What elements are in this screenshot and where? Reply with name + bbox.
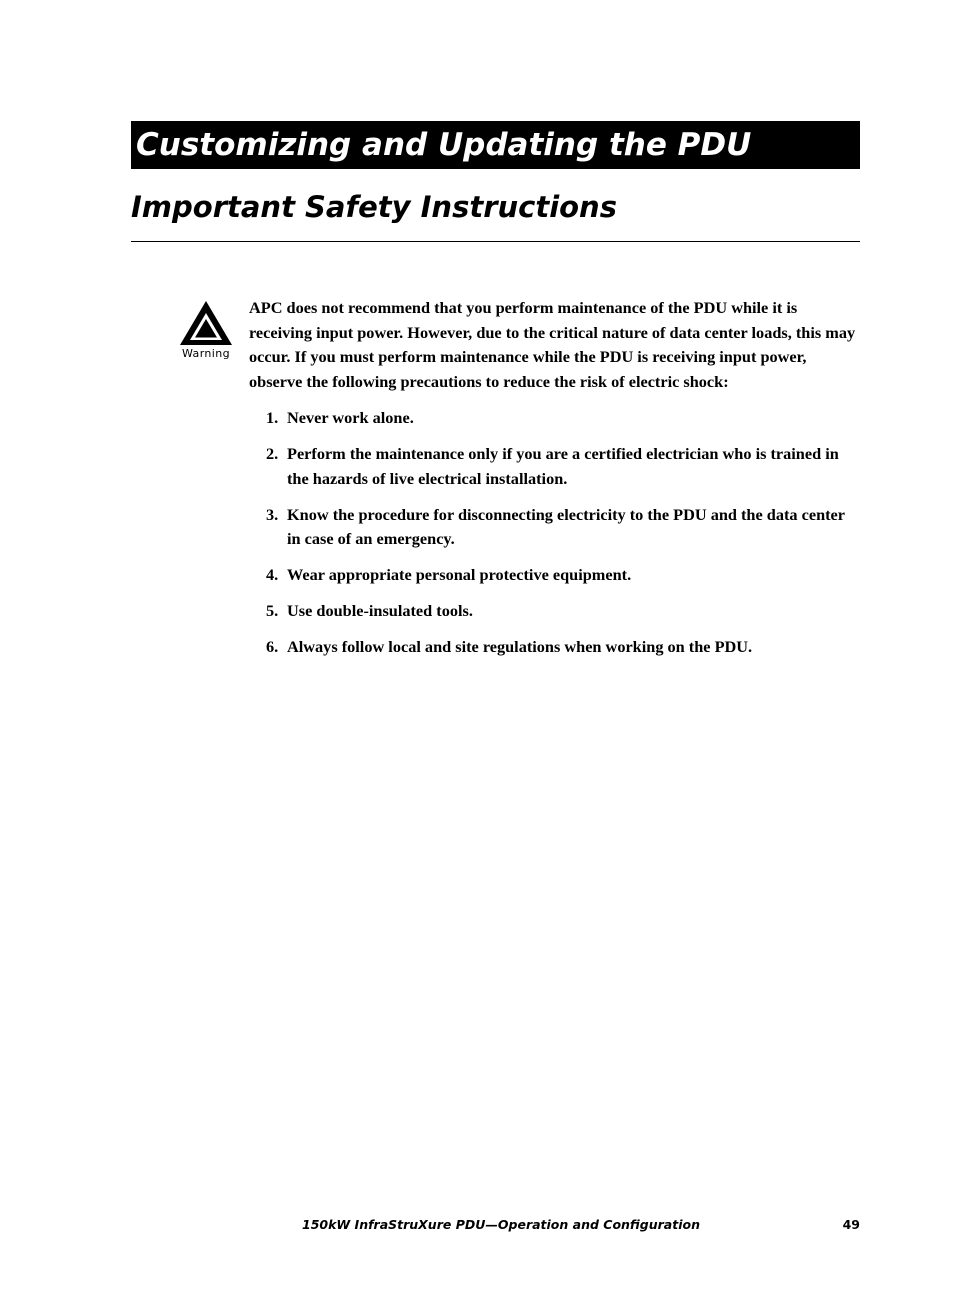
list-item	[266, 599, 860, 624]
chapter-title: Customizing and Updating the PDU	[131, 121, 860, 169]
warning-label: Warning	[181, 347, 231, 360]
list-item-number: 1.	[266, 408, 279, 427]
list-item-number: 2.	[266, 443, 279, 463]
list-item-text: Perform the maintenance only if you are a certified electrician who is trained in the hazards of live electrical installation.	[287, 443, 839, 488]
warning-text: APC does not recommend that you perform maintenance of the PDU while it is receiving input power. However, due to the critical nature of data center loads, this may occur. If you must perform maintenance while the PDU is receiving input power, observe the following precautions to reduce the risk of electric shock:	[249, 298, 856, 391]
list-item-text: Know the procedure for disconnecting electricity to the PDU and the data center in case of an emergency.	[287, 504, 845, 549]
list-item-number: 5.	[266, 601, 279, 621]
list-item-number: 6.	[266, 637, 279, 657]
precaution-list	[266, 406, 860, 671]
warning-triangle-icon	[178, 299, 234, 347]
list-item	[266, 635, 860, 660]
section-divider	[131, 241, 860, 242]
list-item	[266, 503, 860, 552]
list-item-text: Never work alone.	[287, 408, 414, 427]
list-item-text: Use double-insulated tools.	[287, 601, 473, 621]
section-title: Important Safety Instructions	[131, 190, 617, 224]
list-item	[266, 406, 860, 431]
warning-block-icon	[176, 299, 236, 363]
footer-document-title: 150kW InfraStruXure PDU—Operation and Configuration	[302, 1217, 700, 1232]
list-item-text: Wear appropriate personal protective equipment.	[287, 565, 632, 585]
footer-page-number: 49	[842, 1217, 860, 1232]
list-item-text: Always follow local and site regulations when working on the PDU.	[287, 637, 753, 657]
list-item	[266, 442, 860, 491]
list-item-number: 3.	[266, 504, 279, 524]
list-item	[266, 563, 860, 588]
list-item-number: 4.	[266, 565, 279, 585]
